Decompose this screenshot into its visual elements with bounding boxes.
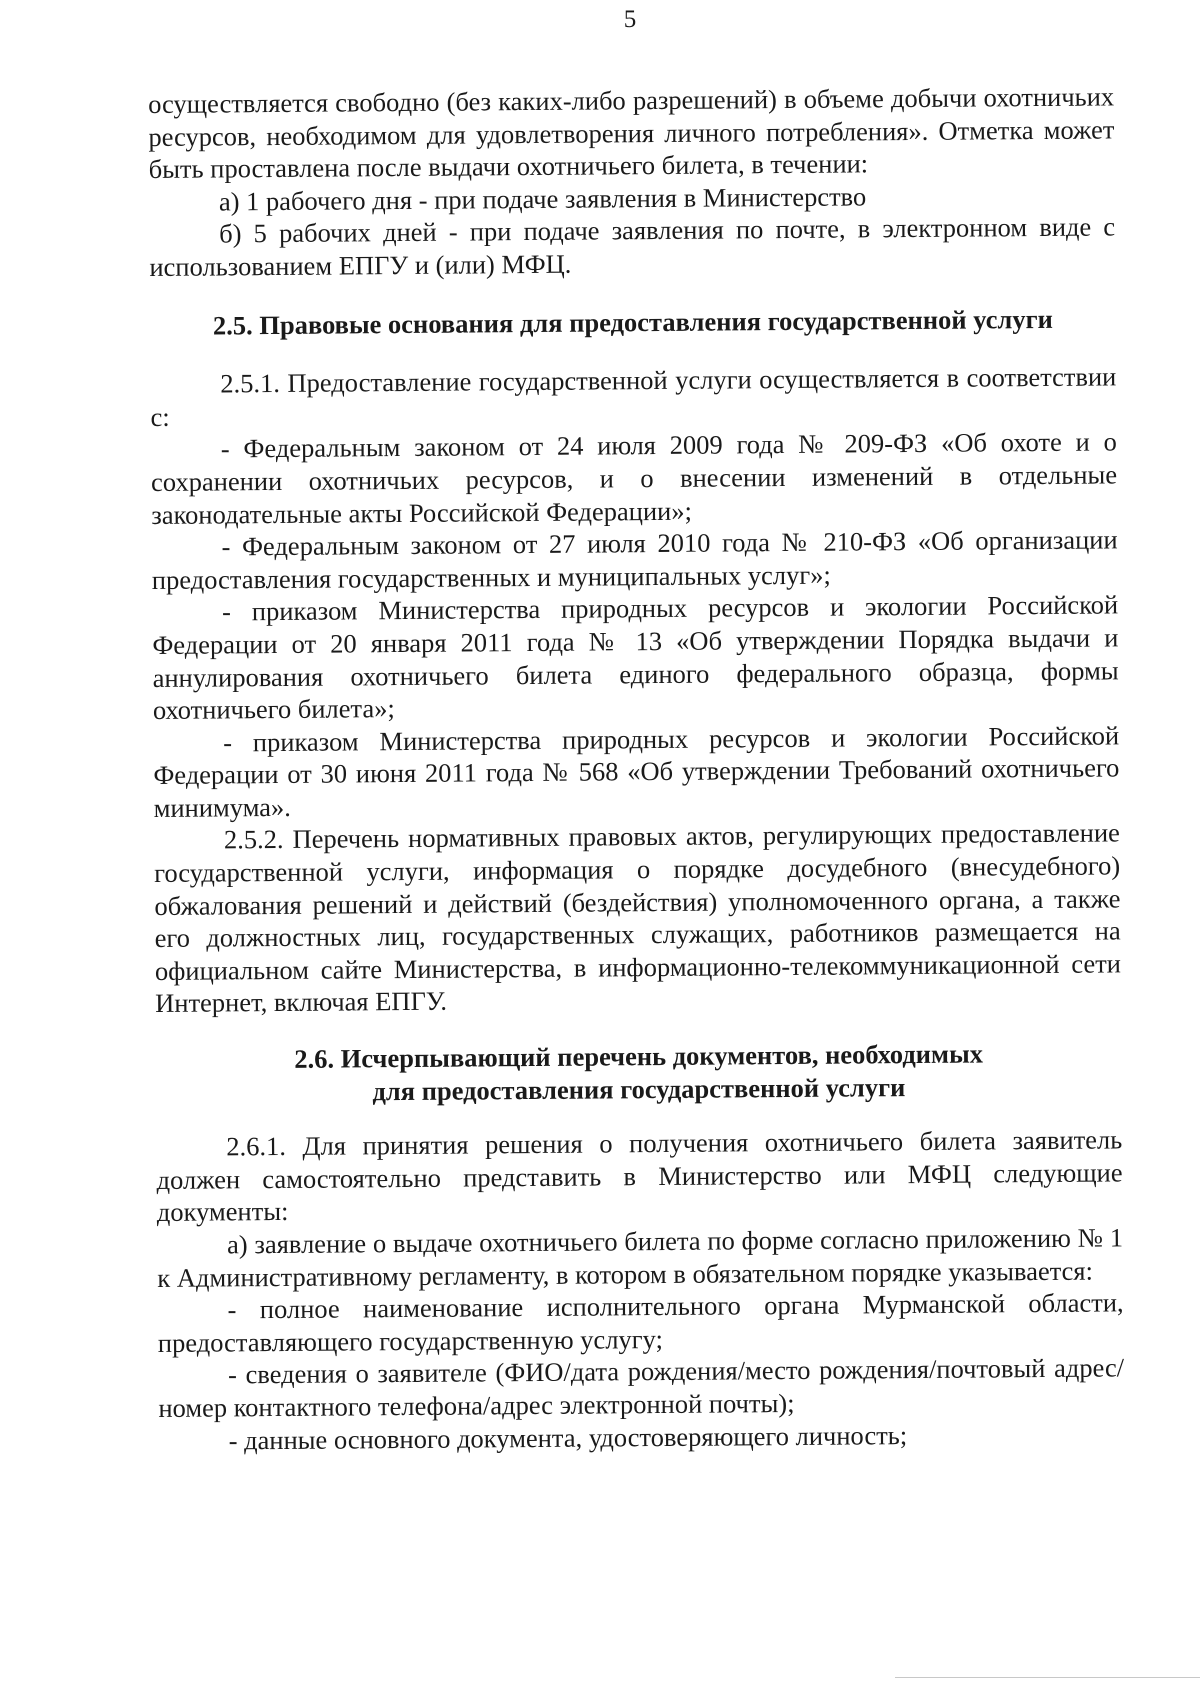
dash-item-1: - полное наименование исполнительного органа Мурманской области, предоставляющего государственную услугу; [157,1287,1124,1358]
paragraph-2-6-1: 2.6.1. Для принятия решения о получения охотничьего билета заявитель должен самостоятельно представить в Министерство или МФЦ следующие документы: [156,1124,1123,1228]
section-heading-2-5: 2.5. Правовые основания для предоставления государственной услуги [212,303,1053,341]
page-number: 5 [623,6,637,33]
list-item-b: б) 5 рабочих дней - при подаче заявления по почте, в электронном виде с использованием ЕПГУ и (или) МФЦ. [149,211,1116,282]
paragraph-2-5-2: 2.5.2. Перечень нормативных правовых актов, регулирующих предоставление государственной услуги, информация о порядке досудебного (внесудебного) обжалования решений и действий (бездействия) уполномоченного органа, а также его должностных лиц, государственных служащих, работников размещается на официальном сайте Министерства, в информационно-телекоммуникационной сети Интернет, включая ЕПГУ. [154,817,1122,1019]
law-item-3: - приказом Министерства природных ресурсов и экологии Российской Федерации от 20 января 2011 года № 13 «Об утверждении Порядка выдачи и аннулирования охотничьего билета единого федерального образца, формы охотничьего билета»; [152,589,1119,726]
list-item-2-6-a: а) заявление о выдаче охотничьего билета по форме согласно приложению № 1 к Административному регламенту, в котором в обязательном порядке указывается: [157,1222,1124,1293]
section-heading-2-6-line2: для предоставления государственной услуги [372,1071,906,1106]
paragraph-2-5-1: 2.5.1. Предоставление государственной услуги осуществляется в соответствии с: [150,361,1117,432]
law-item-2: - Федеральным законом от 27 июля 2010 года № 210-ФЗ «Об организации предоставления государственных и муниципальных услуг»; [151,524,1118,595]
list-item-a: а) 1 рабочего дня - при подаче заявления в Министерство [218,181,867,217]
law-item-1: - Федеральным законом от 24 июля 2009 года № 209-ФЗ «Об охоте и о сохранении охотничьих ресурсов, и о внесении изменений в отдельные законодательные акты Российской Федерации»; [150,426,1118,530]
document-body [148,80,1125,1457]
scan-edge-line [895,1677,1200,1678]
paragraph-intro: осуществляется свободно (без каких-либо разрешений) в объеме добычи охотничьих ресурсов, необходимом для удовлетворения личного потребления». Отметка может быть проставлена после выдачи охотничьего билета, в течении: [148,81,1115,185]
law-item-4: - приказом Министерства природных ресурсов и экологии Российской Федерации от 30 июня 2011 года № 568 «Об утверждении Требований охотничьего минимума». [153,720,1120,823]
dash-item-3: - данные основного документа, удостоверяющего личность; [228,1419,908,1455]
dash-item-2: - сведения о заявителе (ФИО/дата рождения/место рождения/почтовый адрес/номер контактного телефона/адрес электронной почты); [158,1352,1125,1423]
section-heading-2-6-line1: 2.6. Исчерпывающий перечень документов, необходимых [294,1038,984,1074]
